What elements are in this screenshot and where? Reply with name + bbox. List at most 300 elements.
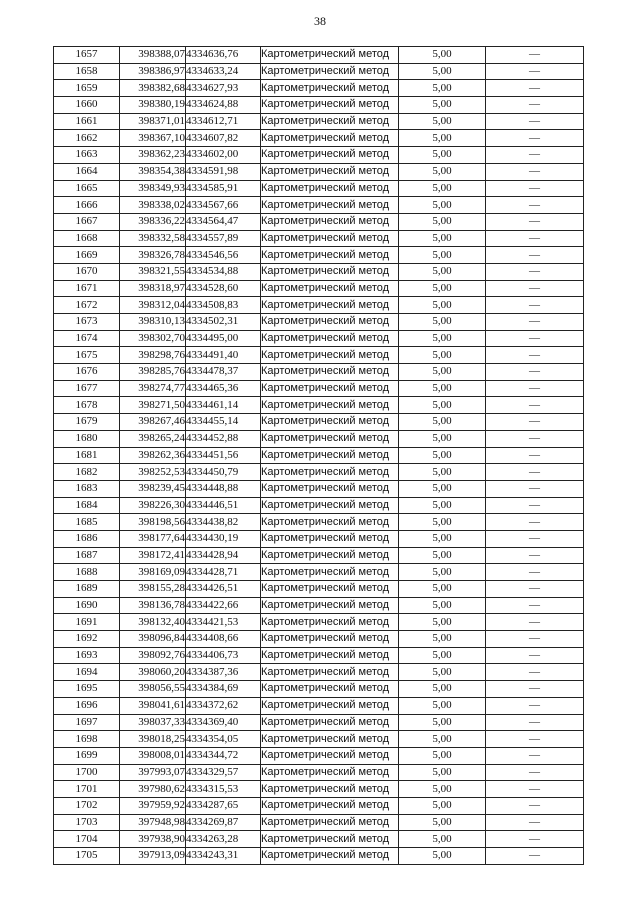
y-coordinate-cell: 4334633,24: [186, 63, 261, 80]
point-number-cell: 1703: [54, 814, 120, 831]
table-row: [54, 430, 584, 447]
point-number-cell: 1678: [54, 397, 120, 414]
method-cell: Картометрический метод: [261, 230, 399, 247]
accuracy-cell: 5,00: [399, 263, 486, 280]
x-coordinate-cell: 398362,23: [120, 147, 186, 164]
accuracy-cell: 5,00: [399, 781, 486, 798]
table-row: [54, 547, 584, 564]
x-coordinate-cell: 398267,46: [120, 414, 186, 431]
y-coordinate-cell: 4334369,40: [186, 714, 261, 731]
point-number-cell: 1705: [54, 848, 120, 865]
method-cell: Картометрический метод: [261, 597, 399, 614]
method-cell: Картометрический метод: [261, 213, 399, 230]
method-cell: Картометрический метод: [261, 714, 399, 731]
accuracy-cell: 5,00: [399, 681, 486, 698]
x-coordinate-cell: 398056,55: [120, 681, 186, 698]
accuracy-cell: 5,00: [399, 464, 486, 481]
accuracy-cell: 5,00: [399, 364, 486, 381]
x-coordinate-cell: 398177,64: [120, 530, 186, 547]
note-cell: —: [486, 614, 584, 631]
x-coordinate-cell: 398092,76: [120, 647, 186, 664]
accuracy-cell: 5,00: [399, 747, 486, 764]
point-number-cell: 1702: [54, 797, 120, 814]
note-cell: —: [486, 80, 584, 97]
x-coordinate-cell: 398380,19: [120, 97, 186, 114]
x-coordinate-cell: 398274,77: [120, 380, 186, 397]
note-cell: —: [486, 347, 584, 364]
note-cell: —: [486, 547, 584, 564]
accuracy-cell: 5,00: [399, 347, 486, 364]
table-row: [54, 647, 584, 664]
point-number-cell: 1701: [54, 781, 120, 798]
point-number-cell: 1682: [54, 464, 120, 481]
x-coordinate-cell: 398388,07: [120, 47, 186, 64]
y-coordinate-cell: 4334624,88: [186, 97, 261, 114]
x-coordinate-cell: 398132,40: [120, 614, 186, 631]
accuracy-cell: 5,00: [399, 147, 486, 164]
note-cell: —: [486, 581, 584, 598]
table-row: [54, 364, 584, 381]
x-coordinate-cell: 398338,02: [120, 197, 186, 214]
note-cell: —: [486, 230, 584, 247]
table-row: [54, 831, 584, 848]
method-cell: Картометрический метод: [261, 814, 399, 831]
accuracy-cell: 5,00: [399, 764, 486, 781]
note-cell: —: [486, 464, 584, 481]
method-cell: Картометрический метод: [261, 480, 399, 497]
note-cell: —: [486, 848, 584, 865]
note-cell: —: [486, 564, 584, 581]
accuracy-cell: 5,00: [399, 631, 486, 648]
table-row: [54, 47, 584, 64]
x-coordinate-cell: 398318,97: [120, 280, 186, 297]
table-row: [54, 464, 584, 481]
y-coordinate-cell: 4334636,76: [186, 47, 261, 64]
point-number-cell: 1681: [54, 447, 120, 464]
x-coordinate-cell: 398265,24: [120, 430, 186, 447]
note-cell: —: [486, 63, 584, 80]
x-coordinate-cell: 398298,76: [120, 347, 186, 364]
y-coordinate-cell: 4334446,51: [186, 497, 261, 514]
table-row: [54, 97, 584, 114]
table-row: [54, 581, 584, 598]
point-number-cell: 1688: [54, 564, 120, 581]
table-row: [54, 814, 584, 831]
point-number-cell: 1666: [54, 197, 120, 214]
table-row: [54, 664, 584, 681]
x-coordinate-cell: 398285,76: [120, 364, 186, 381]
point-number-cell: 1684: [54, 497, 120, 514]
x-coordinate-cell: 397993,07: [120, 764, 186, 781]
point-number-cell: 1690: [54, 597, 120, 614]
point-number-cell: 1659: [54, 80, 120, 97]
accuracy-cell: 5,00: [399, 514, 486, 531]
y-coordinate-cell: 4334372,62: [186, 697, 261, 714]
y-coordinate-cell: 4334428,71: [186, 564, 261, 581]
method-cell: Картометрический метод: [261, 130, 399, 147]
accuracy-cell: 5,00: [399, 97, 486, 114]
note-cell: —: [486, 380, 584, 397]
point-number-cell: 1665: [54, 180, 120, 197]
note-cell: —: [486, 831, 584, 848]
point-number-cell: 1675: [54, 347, 120, 364]
y-coordinate-cell: 4334421,53: [186, 614, 261, 631]
table-row: [54, 213, 584, 230]
accuracy-cell: 5,00: [399, 297, 486, 314]
note-cell: —: [486, 397, 584, 414]
note-cell: —: [486, 163, 584, 180]
table-row: [54, 597, 584, 614]
accuracy-cell: 5,00: [399, 213, 486, 230]
method-cell: Картометрический метод: [261, 781, 399, 798]
x-coordinate-cell: 398169,09: [120, 564, 186, 581]
accuracy-cell: 5,00: [399, 797, 486, 814]
point-number-cell: 1679: [54, 414, 120, 431]
accuracy-cell: 5,00: [399, 197, 486, 214]
y-coordinate-cell: 4334534,88: [186, 263, 261, 280]
y-coordinate-cell: 4334387,36: [186, 664, 261, 681]
note-cell: —: [486, 631, 584, 648]
method-cell: Картометрический метод: [261, 464, 399, 481]
table-row: [54, 414, 584, 431]
y-coordinate-cell: 4334591,98: [186, 163, 261, 180]
point-number-cell: 1657: [54, 47, 120, 64]
table-row: [54, 447, 584, 464]
accuracy-cell: 5,00: [399, 480, 486, 497]
accuracy-cell: 5,00: [399, 130, 486, 147]
note-cell: —: [486, 364, 584, 381]
table-row: [54, 63, 584, 80]
accuracy-cell: 5,00: [399, 380, 486, 397]
x-coordinate-cell: 398252,53: [120, 464, 186, 481]
note-cell: —: [486, 447, 584, 464]
x-coordinate-cell: 398336,22: [120, 213, 186, 230]
table-row: [54, 297, 584, 314]
note-cell: —: [486, 530, 584, 547]
point-number-cell: 1667: [54, 213, 120, 230]
method-cell: Картометрический метод: [261, 564, 399, 581]
x-coordinate-cell: 398018,25: [120, 731, 186, 748]
table-row: [54, 113, 584, 130]
method-cell: Картометрический метод: [261, 347, 399, 364]
method-cell: Картометрический метод: [261, 497, 399, 514]
y-coordinate-cell: 4334607,82: [186, 130, 261, 147]
accuracy-cell: 5,00: [399, 714, 486, 731]
accuracy-cell: 5,00: [399, 180, 486, 197]
note-cell: —: [486, 247, 584, 264]
x-coordinate-cell: 398367,10: [120, 130, 186, 147]
y-coordinate-cell: 4334406,73: [186, 647, 261, 664]
method-cell: Картометрический метод: [261, 180, 399, 197]
method-cell: Картометрический метод: [261, 731, 399, 748]
point-number-cell: 1680: [54, 430, 120, 447]
method-cell: Картометрический метод: [261, 280, 399, 297]
table-row: [54, 230, 584, 247]
table-row: [54, 130, 584, 147]
note-cell: —: [486, 647, 584, 664]
table-row: [54, 564, 584, 581]
accuracy-cell: 5,00: [399, 280, 486, 297]
table-row: [54, 614, 584, 631]
note-cell: —: [486, 814, 584, 831]
table-row: [54, 263, 584, 280]
method-cell: Картометрический метод: [261, 530, 399, 547]
point-number-cell: 1686: [54, 530, 120, 547]
method-cell: Картометрический метод: [261, 848, 399, 865]
table-row: [54, 397, 584, 414]
method-cell: Картометрический метод: [261, 447, 399, 464]
accuracy-cell: 5,00: [399, 647, 486, 664]
accuracy-cell: 5,00: [399, 848, 486, 865]
y-coordinate-cell: 4334491,40: [186, 347, 261, 364]
point-number-cell: 1695: [54, 681, 120, 698]
x-coordinate-cell: 398037,33: [120, 714, 186, 731]
point-number-cell: 1699: [54, 747, 120, 764]
x-coordinate-cell: 398155,28: [120, 581, 186, 598]
coordinates-table: [53, 46, 584, 865]
method-cell: Картометрический метод: [261, 47, 399, 64]
y-coordinate-cell: 4334461,14: [186, 397, 261, 414]
coordinates-table-body: [54, 47, 584, 865]
point-number-cell: 1697: [54, 714, 120, 731]
note-cell: —: [486, 130, 584, 147]
note-cell: —: [486, 280, 584, 297]
table-row: [54, 314, 584, 331]
point-number-cell: 1704: [54, 831, 120, 848]
method-cell: Картометрический метод: [261, 263, 399, 280]
method-cell: Картометрический метод: [261, 414, 399, 431]
x-coordinate-cell: 398386,97: [120, 63, 186, 80]
note-cell: —: [486, 714, 584, 731]
point-number-cell: 1670: [54, 263, 120, 280]
table-row: [54, 163, 584, 180]
y-coordinate-cell: 4334528,60: [186, 280, 261, 297]
note-cell: —: [486, 781, 584, 798]
y-coordinate-cell: 4334508,83: [186, 297, 261, 314]
accuracy-cell: 5,00: [399, 814, 486, 831]
method-cell: Картометрический метод: [261, 664, 399, 681]
y-coordinate-cell: 4334422,66: [186, 597, 261, 614]
note-cell: —: [486, 180, 584, 197]
method-cell: Картометрический метод: [261, 364, 399, 381]
x-coordinate-cell: 398354,38: [120, 163, 186, 180]
table-row: [54, 147, 584, 164]
y-coordinate-cell: 4334438,82: [186, 514, 261, 531]
accuracy-cell: 5,00: [399, 697, 486, 714]
note-cell: —: [486, 47, 584, 64]
table-row: [54, 697, 584, 714]
point-number-cell: 1660: [54, 97, 120, 114]
point-number-cell: 1662: [54, 130, 120, 147]
y-coordinate-cell: 4334448,88: [186, 480, 261, 497]
y-coordinate-cell: 4334315,53: [186, 781, 261, 798]
accuracy-cell: 5,00: [399, 230, 486, 247]
point-number-cell: 1663: [54, 147, 120, 164]
x-coordinate-cell: 398239,45: [120, 480, 186, 497]
accuracy-cell: 5,00: [399, 414, 486, 431]
accuracy-cell: 5,00: [399, 497, 486, 514]
y-coordinate-cell: 4334269,87: [186, 814, 261, 831]
accuracy-cell: 5,00: [399, 530, 486, 547]
x-coordinate-cell: 398060,20: [120, 664, 186, 681]
table-row: [54, 247, 584, 264]
point-number-cell: 1672: [54, 297, 120, 314]
accuracy-cell: 5,00: [399, 564, 486, 581]
note-cell: —: [486, 330, 584, 347]
table-row: [54, 347, 584, 364]
y-coordinate-cell: 4334567,66: [186, 197, 261, 214]
method-cell: Картометрический метод: [261, 113, 399, 130]
point-number-cell: 1693: [54, 647, 120, 664]
y-coordinate-cell: 4334344,72: [186, 747, 261, 764]
method-cell: Картометрический метод: [261, 297, 399, 314]
method-cell: Картометрический метод: [261, 330, 399, 347]
method-cell: Картометрический метод: [261, 581, 399, 598]
accuracy-cell: 5,00: [399, 430, 486, 447]
accuracy-cell: 5,00: [399, 63, 486, 80]
method-cell: Картометрический метод: [261, 163, 399, 180]
accuracy-cell: 5,00: [399, 47, 486, 64]
accuracy-cell: 5,00: [399, 581, 486, 598]
y-coordinate-cell: 4334451,56: [186, 447, 261, 464]
y-coordinate-cell: 4334430,19: [186, 530, 261, 547]
x-coordinate-cell: 398312,04: [120, 297, 186, 314]
table-row: [54, 497, 584, 514]
accuracy-cell: 5,00: [399, 547, 486, 564]
method-cell: Картометрический метод: [261, 697, 399, 714]
method-cell: Картометрический метод: [261, 547, 399, 564]
table-row: [54, 280, 584, 297]
accuracy-cell: 5,00: [399, 597, 486, 614]
x-coordinate-cell: 398371,01: [120, 113, 186, 130]
y-coordinate-cell: 4334557,89: [186, 230, 261, 247]
method-cell: Картометрический метод: [261, 80, 399, 97]
point-number-cell: 1664: [54, 163, 120, 180]
note-cell: —: [486, 764, 584, 781]
point-number-cell: 1671: [54, 280, 120, 297]
x-coordinate-cell: 398302,70: [120, 330, 186, 347]
table-row: [54, 380, 584, 397]
note-cell: —: [486, 497, 584, 514]
note-cell: —: [486, 731, 584, 748]
note-cell: —: [486, 597, 584, 614]
accuracy-cell: 5,00: [399, 330, 486, 347]
point-number-cell: 1691: [54, 614, 120, 631]
table-row: [54, 180, 584, 197]
table-row: [54, 681, 584, 698]
y-coordinate-cell: 4334602,00: [186, 147, 261, 164]
method-cell: Картометрический метод: [261, 197, 399, 214]
note-cell: —: [486, 797, 584, 814]
point-number-cell: 1683: [54, 480, 120, 497]
table-row: [54, 480, 584, 497]
y-coordinate-cell: 4334502,31: [186, 314, 261, 331]
accuracy-cell: 5,00: [399, 831, 486, 848]
note-cell: —: [486, 113, 584, 130]
note-cell: —: [486, 213, 584, 230]
x-coordinate-cell: 398041,61: [120, 697, 186, 714]
method-cell: Картометрический метод: [261, 380, 399, 397]
note-cell: —: [486, 97, 584, 114]
point-number-cell: 1685: [54, 514, 120, 531]
table-row: [54, 747, 584, 764]
note-cell: —: [486, 697, 584, 714]
table-row: [54, 80, 584, 97]
x-coordinate-cell: 398096,84: [120, 631, 186, 648]
y-coordinate-cell: 4334243,31: [186, 848, 261, 865]
accuracy-cell: 5,00: [399, 247, 486, 264]
method-cell: Картометрический метод: [261, 514, 399, 531]
x-coordinate-cell: 398349,93: [120, 180, 186, 197]
table-row: [54, 514, 584, 531]
note-cell: —: [486, 414, 584, 431]
y-coordinate-cell: 4334426,51: [186, 581, 261, 598]
y-coordinate-cell: 4334263,28: [186, 831, 261, 848]
x-coordinate-cell: 398226,30: [120, 497, 186, 514]
y-coordinate-cell: 4334612,71: [186, 113, 261, 130]
method-cell: Картометрический метод: [261, 631, 399, 648]
note-cell: —: [486, 514, 584, 531]
x-coordinate-cell: 398321,55: [120, 263, 186, 280]
x-coordinate-cell: 398198,56: [120, 514, 186, 531]
method-cell: Картометрический метод: [261, 147, 399, 164]
x-coordinate-cell: 398172,41: [120, 547, 186, 564]
method-cell: Картометрический метод: [261, 747, 399, 764]
note-cell: —: [486, 263, 584, 280]
page-number: 38: [314, 14, 326, 28]
accuracy-cell: 5,00: [399, 664, 486, 681]
y-coordinate-cell: 4334627,93: [186, 80, 261, 97]
note-cell: —: [486, 747, 584, 764]
x-coordinate-cell: 398310,13: [120, 314, 186, 331]
method-cell: Картометрический метод: [261, 430, 399, 447]
note-cell: —: [486, 297, 584, 314]
table-row: [54, 530, 584, 547]
y-coordinate-cell: 4334465,36: [186, 380, 261, 397]
accuracy-cell: 5,00: [399, 314, 486, 331]
point-number-cell: 1694: [54, 664, 120, 681]
table-row: [54, 764, 584, 781]
x-coordinate-cell: 398332,58: [120, 230, 186, 247]
y-coordinate-cell: 4334495,00: [186, 330, 261, 347]
point-number-cell: 1658: [54, 63, 120, 80]
method-cell: Картометрический метод: [261, 97, 399, 114]
point-number-cell: 1669: [54, 247, 120, 264]
point-number-cell: 1674: [54, 330, 120, 347]
table-row: [54, 781, 584, 798]
note-cell: —: [486, 430, 584, 447]
note-cell: —: [486, 664, 584, 681]
point-number-cell: 1689: [54, 581, 120, 598]
point-number-cell: 1700: [54, 764, 120, 781]
y-coordinate-cell: 4334384,69: [186, 681, 261, 698]
x-coordinate-cell: 397938,90: [120, 831, 186, 848]
table-row: [54, 197, 584, 214]
point-number-cell: 1661: [54, 113, 120, 130]
x-coordinate-cell: 397913,09: [120, 848, 186, 865]
y-coordinate-cell: 4334408,66: [186, 631, 261, 648]
accuracy-cell: 5,00: [399, 397, 486, 414]
point-number-cell: 1692: [54, 631, 120, 648]
method-cell: Картометрический метод: [261, 831, 399, 848]
accuracy-cell: 5,00: [399, 731, 486, 748]
accuracy-cell: 5,00: [399, 614, 486, 631]
table-row: [54, 848, 584, 865]
table-row: [54, 631, 584, 648]
x-coordinate-cell: 397948,98: [120, 814, 186, 831]
y-coordinate-cell: 4334478,37: [186, 364, 261, 381]
method-cell: Картометрический метод: [261, 397, 399, 414]
